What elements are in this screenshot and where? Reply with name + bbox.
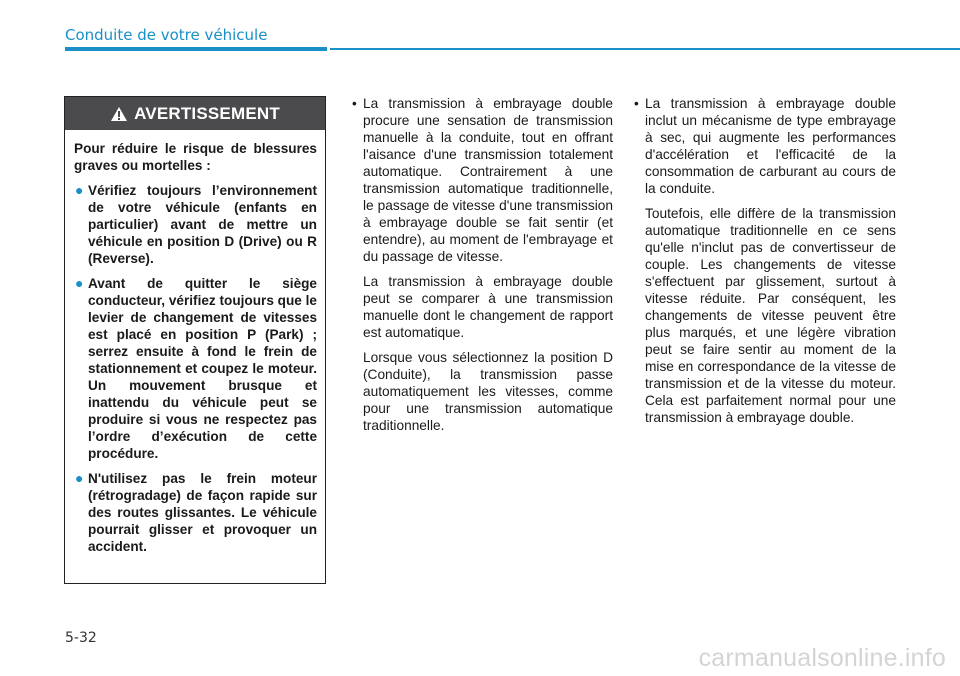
- paragraph: Lorsque vous sélectionnez la position D (Conduite), la transmission passe automatiquement les vitesses, comme pour une transmission automatique traditionnelle.: [363, 350, 613, 433]
- warning-body: [65, 130, 325, 555]
- bullet-text: La transmission à embrayage double procure une sensation de transmission manuelle à la conduite, tout en offrant l'aisance d'une transmission totalement automatique. Contrairement à une transmission automatique traditionnelle, le passage de vitesse d'une transmission à embrayage double se fait sentir (et entendre), au moment de l'embrayage et du passage de vitesse.: [363, 96, 613, 264]
- warning-title: AVERTISSEMENT: [134, 103, 280, 123]
- text-column-2: [634, 95, 896, 434]
- bullet-icon: ●: [75, 182, 84, 198]
- bullet-icon: ●: [75, 275, 84, 291]
- warning-list: [74, 182, 317, 555]
- header-rule-thick: [65, 47, 327, 51]
- bullet-paragraph: [352, 95, 613, 265]
- warning-intro: Pour réduire le risque de blessures graves ou mortelles :: [74, 141, 317, 173]
- watermark: carmanualsonline.info: [698, 644, 946, 672]
- warning-item-text: N'utilisez pas le frein moteur (rétrogradage) de façon rapide sur des routes glissantes. Le véhicule pourrait glisser et provoquer un accident.: [88, 471, 317, 554]
- paragraph: Toutefois, elle diffère de la transmission automatique traditionnelle en ce sens qu'elle n'inclut pas de convertisseur de couple. Les changements de vitesse s'effectuent par glissement, surtout à vitesse réduite. Par conséquent, les changements de vitesse peuvent être plus marqués, et une légère vibration peut se faire sentir au moment de la mise en correspondance de la vitesse de transmission et de la vitesse du moteur. Cela est parfaitement normal pour une transmission à embrayage double.: [645, 206, 896, 425]
- header-rule-thin: [330, 48, 960, 50]
- bullet-paragraph: [634, 95, 896, 197]
- bullet-icon: •: [634, 96, 639, 111]
- bullet-text: La transmission à embrayage double inclut un mécanisme de type embrayage à sec, qui augmente les performances d'accélération et l'efficacité de la consommation de carburant au cours de la conduite.: [645, 96, 896, 196]
- bullet-icon: ●: [75, 470, 84, 486]
- text-column-1: [352, 95, 613, 442]
- warning-item-text: Vérifiez toujours l’environnement de votre véhicule (enfants en particulier) avant de mettre un véhicule en position D (Drive) ou R (Reverse).: [88, 183, 317, 266]
- page-number: 5-32: [65, 630, 97, 646]
- warning-item: [74, 275, 317, 462]
- section-title: Conduite de votre véhicule: [65, 26, 268, 44]
- bullet-icon: •: [352, 96, 357, 111]
- warning-header: [65, 97, 325, 130]
- warning-triangle-icon: [110, 106, 128, 122]
- warning-box: [64, 96, 326, 584]
- warning-item-text: Avant de quitter le siège conducteur, vérifiez toujours que le levier de changement de vitesses est placé en position P (Park) ; serrez ensuite à fond le frein de stationnement et coupez le moteur. Un mouvement brusque et inattendu du véhicule peut se produire si vous ne respectez pas l’ordre d’exécution de cette procédure.: [88, 276, 317, 461]
- warning-item: [74, 182, 317, 267]
- warning-item: [74, 470, 317, 555]
- paragraph: La transmission à embrayage double peut se comparer à une transmission manuelle dont le changement de rapport est automatique.: [363, 274, 613, 340]
